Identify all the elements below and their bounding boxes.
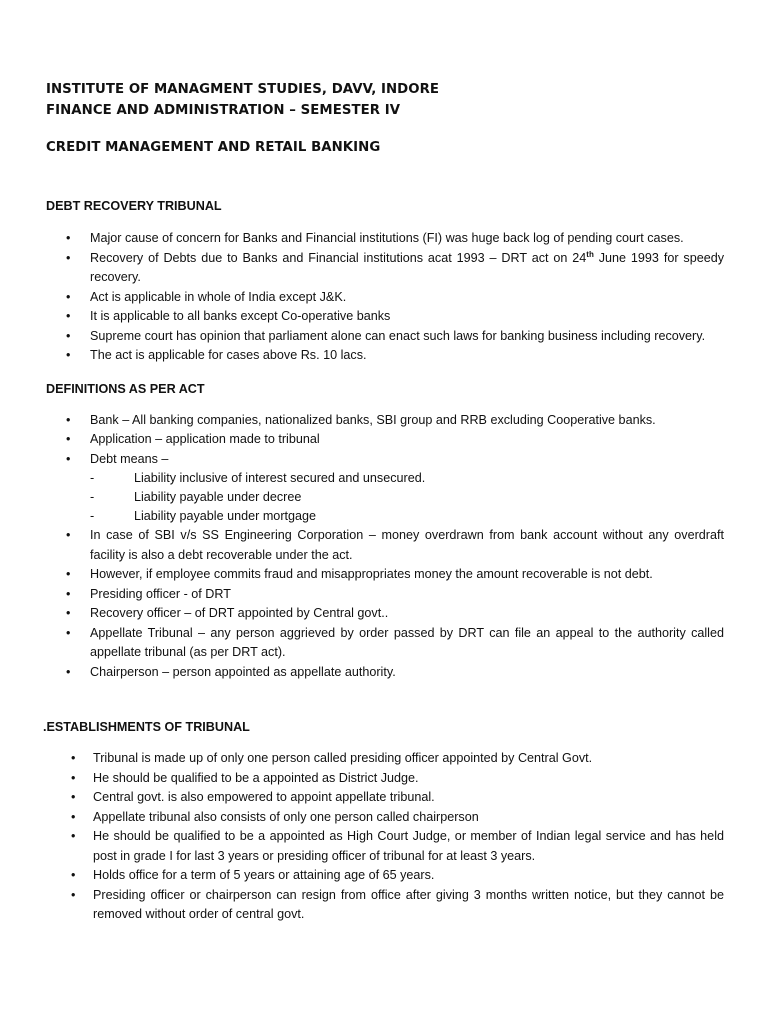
section-heading-definitions: DEFINITIONS AS PER ACT bbox=[46, 381, 205, 396]
sublist-item: - Liability payable under mortgage bbox=[90, 507, 724, 526]
establishments-list bbox=[51, 749, 724, 925]
course-title: CREDIT MANAGEMENT AND RETAIL BANKING bbox=[46, 140, 381, 155]
list-item-text: Recovery of Debts due to Banks and Financial institutions acat 1993 – DRT act on 24 bbox=[90, 250, 587, 265]
list-item: • Presiding officer - of DRT bbox=[46, 585, 724, 605]
program-title: FINANCE AND ADMINISTRATION – SEMESTER IV bbox=[46, 103, 401, 118]
list-item: • Central govt. is also empowered to appoint appellate tribunal. bbox=[51, 788, 724, 808]
debt-sublist bbox=[90, 469, 724, 526]
list-item: • Recovery officer – of DRT appointed by Central govt.. bbox=[46, 604, 724, 624]
institute-title: INSTITUTE OF MANAGMENT STUDIES, DAVV, INDORE bbox=[46, 82, 440, 97]
list-item: • He should be qualified to be a appointed as High Court Judge, or member of Indian legal service and has held post in grade I for last 3 years or presiding officer of tribunal for at least 3 years. bbox=[51, 827, 724, 866]
list-item: • Presiding officer or chairperson can resign from office after giving 3 months written notice, but they cannot be removed without order of central govt. bbox=[51, 886, 724, 925]
list-item: • Major cause of concern for Banks and Financial institutions (FI) was huge back log of pending court cases. bbox=[46, 229, 724, 249]
list-item bbox=[46, 450, 724, 527]
list-item: • Bank – All banking companies, nationalized banks, SBI group and RRB excluding Cooperative banks. bbox=[46, 411, 724, 431]
drt-list bbox=[46, 229, 724, 366]
list-item bbox=[46, 249, 724, 288]
list-item-text: June 1993 for speedy recovery. bbox=[90, 250, 725, 284]
sublist-item: - Liability payable under decree bbox=[90, 488, 724, 507]
superscript: th bbox=[586, 249, 594, 259]
definitions-list bbox=[46, 411, 724, 683]
list-item: • Appellate tribunal also consists of only one person called chairperson bbox=[51, 808, 724, 828]
section-heading-drt: DEBT RECOVERY TRIBUNAL bbox=[46, 199, 222, 213]
sublist-item: - Liability inclusive of interest secured and unsecured. bbox=[90, 469, 724, 488]
list-item: • Tribunal is made up of only one person called presiding officer appointed by Central Govt. bbox=[51, 749, 724, 769]
list-item: • Appellate Tribunal – any person aggrieved by order passed by DRT can file an appeal to the authority called appellate tribunal (as per DRT act). bbox=[46, 624, 724, 663]
list-item: • Chairperson – person appointed as appellate authority. bbox=[46, 663, 724, 683]
list-item: • The act is applicable for cases above Rs. 10 lacs. bbox=[46, 346, 724, 366]
list-item: • Supreme court has opinion that parliament alone can enact such laws for banking business including recovery. bbox=[46, 327, 724, 347]
list-item: • It is applicable to all banks except Co-operative banks bbox=[46, 307, 724, 327]
list-item: • Holds office for a term of 5 years or attaining age of 65 years. bbox=[51, 866, 724, 886]
list-item: • However, if employee commits fraud and misappropriates money the amount recoverable is not debt. bbox=[46, 565, 724, 585]
list-item: • He should be qualified to be a appointed as District Judge. bbox=[51, 769, 724, 789]
list-item: • Act is applicable in whole of India except J&K. bbox=[46, 288, 724, 308]
document-page bbox=[43, 80, 725, 925]
list-item: • In case of SBI v/s SS Engineering Corporation – money overdrawn from bank account without any overdraft facility is also a debt recoverable under the act. bbox=[46, 526, 724, 565]
list-item: • Application – application made to tribunal bbox=[46, 430, 724, 450]
list-item-text: Debt means – bbox=[90, 451, 169, 466]
section-heading-establishments: .ESTABLISHMENTS OF TRIBUNAL bbox=[43, 720, 250, 734]
